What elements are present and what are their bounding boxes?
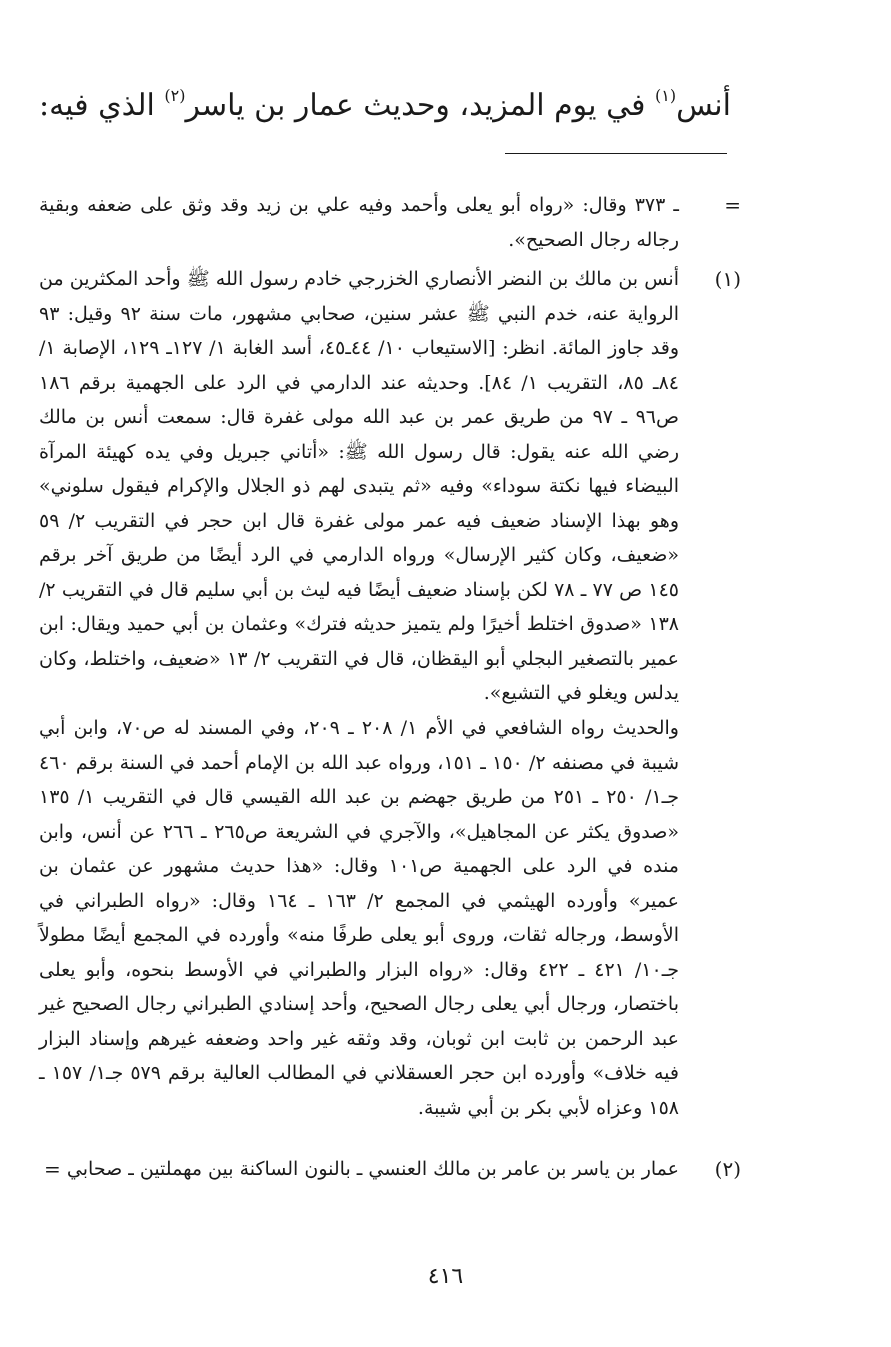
footnote-ref[interactable]: (١): [654, 86, 677, 105]
footnote-text: والحديث رواه الشافعي في الأم ١/ ٢٠٨ ـ ٢٠٩، وفي المسند له ص٧٠، وابن أبي شيبة في مصنفه ٢/ ١٥٠ ـ ١٥١، ورواه عبد الله بن الإمام أحمد في السنة برقم ٤٦٠ جـ١/ ٢٥٠ ـ ٢٥١ من طريق جهضم بن عبد الله القيسي قال في التقريب ١/ ١٣٥ «صدوق يكثر عن المجاهيل»، والآجري في الشريعة ص٢٦٥ ـ ٢٦٦ عن أنس، وابن منده في الرد على الجهمية ص١٠١ وقال: «هذا حديث مشهور عن عثمان بن عمير» وأورده الهيثمي في المجمع ٢/ ١٦٣ ـ ١٦٤ وقال: «رواه الطبراني في الأوسط، ورجاله ثقات، وروى أبو يعلى طرفًا منه» وأورده في المجمع أيضًا مطولاً جـ١٠/ ٤٢١ ـ ٤٢٢ وقال: «رواه البزار والطبراني في الأوسط بنحوه، وأبو يعلى باختصار، ورجال أبي يعلى رجال الصحيح، وأحد إسنادي الطبراني رجال الصحيح غير عبد الرحمن بن ثابت ابن ثوبان، وقد وثقه غير واحد وضعفه غيرهم وإسناد البزار فيه خلاف» وأورده ابن حجر العسقلاني في المطالب العالية برقم ٥٧٩ جـ١/ ١٥٧ ـ ١٥٨ وعزاه لأبي بكر بن أبي شيبة.: [39, 717, 680, 1119]
footnote-marker: (٢): [714, 1157, 741, 1181]
main-text-part: في يوم المزيد، وحديث عمار بن ياسر: [185, 88, 646, 123]
footnote-text: ـ ٣٧٣ وقال: «رواه أبو يعلى وأحمد وفيه علي بن زيد وقد وثق على ضعفه وبقية رجاله رجال الصحيح».: [39, 194, 679, 251]
footnote-text: أنس بن مالك بن النضر الأنصاري الخزرجي خادم رسول الله ﷺ وأحد المكثرين من الرواية عنه، خدم النبي ﷺ عشر سنين، صحابي مشهور، مات سنة ٩٢ وقيل: ٩٣ وقد جاوز المائة. انظر: [الاستيعاب ١٠/ ٤٤ـ٤٥، أسد الغابة ١/ ١٢٧ـ ١٢٩، الإصابة ١/ ٨٤ـ ٨٥، التقريب ١/ ٨٤]. وحديثه عند الدارمي في الرد على الجهمية برقم ١٨٦ ص٩٦ ـ ٩٧ من طريق عمر بن عبد الله مولى غفرة قال: سمعت أنس بن مالك رضي الله عنه يقول: قال رسول الله ﷺ: «أتاني جبريل وفي يده كهيئة المرآة البيضاء فيها نكتة سوداء» وفيه «ثم يتبدى لهم ذو الجلال والإكرام فيقول سلوني» وهو بهذا الإسناد ضعيف فيه عمر مولى غفرة قال ابن حجر في التقريب ٢/ ٥٩ «ضعيف، وكان كثير الإرسال» ورواه الدارمي في الرد أيضًا من طريق آخر برقم ١٤٥ ص ٧٧ ـ ٧٨ لكن بإسناد ضعيف أيضًا فيه ليث بن أبي سليم قال في التقريب ٢/ ١٣٨ «صدوق اختلط أخيرًا ولم يتميز حديثه فترك» وعثمان بن أبي حميد ويقال: ابن عمير بالتصغير البجلي أبو اليقظان، قال في التقريب ٢/ ١٣ «ضعيف، واختلط، وكان يدلس ويغلو في التشيع».: [39, 268, 680, 704]
footnote-ref[interactable]: (٢): [164, 86, 186, 105]
main-text-part: أنس: [676, 88, 731, 123]
page-number: ٤١٦: [427, 1264, 464, 1289]
footnote-text: عمار بن ياسر بن عامر بن مالك العنسي ـ بالنون الساكنة بين مهملتين ـ صحابي: [66, 1158, 679, 1180]
footnote-marker: (١): [714, 267, 741, 291]
footnote-separator: [505, 153, 727, 154]
continuation-marker: =: [44, 1157, 61, 1181]
continuation-marker: =: [724, 193, 741, 217]
main-text-part: الذي فيه:: [38, 88, 155, 123]
main-text-line: [31, 84, 731, 128]
